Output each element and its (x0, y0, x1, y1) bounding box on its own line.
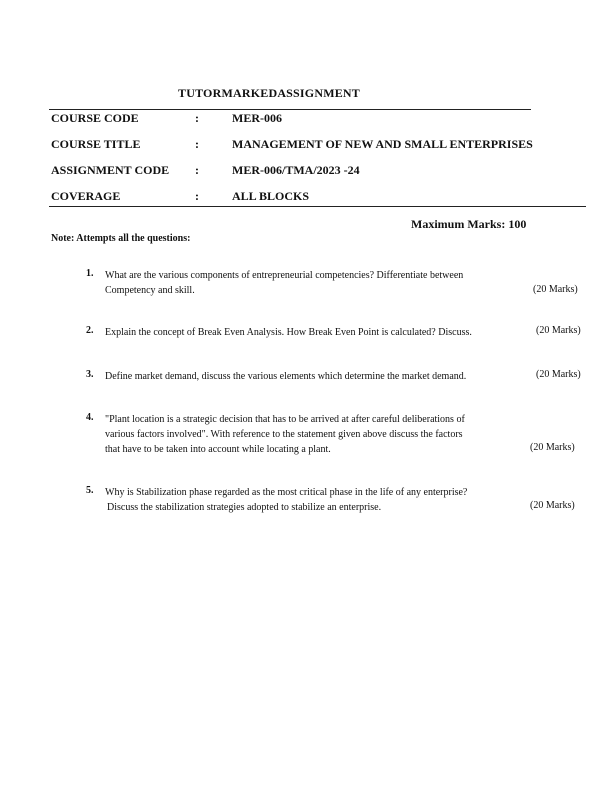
question-marks: (20 Marks) (536, 325, 581, 336)
maximum-marks: Maximum Marks: 100 (411, 217, 527, 231)
question-number: 4. (86, 412, 94, 423)
question-marks: (20 Marks) (530, 442, 575, 453)
course-code-colon: : (195, 111, 199, 125)
header-top-rule (49, 109, 531, 110)
course-title-value: MANAGEMENT OF NEW AND SMALL ENTERPRISES (232, 137, 533, 151)
question-text-line: Define market demand, discuss the various elements which determine the market demand. (105, 371, 467, 382)
coverage-label: COVERAGE (51, 189, 121, 203)
question-text-line: What are the various components of entrepreneurial competencies? Differentiate between (105, 270, 464, 281)
question-marks: (20 Marks) (530, 500, 575, 511)
question-number: 3. (86, 369, 94, 380)
course-code-label: COURSE CODE (51, 111, 139, 125)
header-bottom-rule (49, 206, 586, 207)
assignment-code-colon: : (195, 163, 199, 177)
question-text-line: Discuss the stabilization strategies adopted to stabilize an enterprise. (107, 502, 382, 513)
question-text-line: "Plant location is a strategic decision that has to be arrived at after careful deliberations of (105, 414, 465, 425)
assignment-code-value: MER-006/TMA/2023 -24 (232, 163, 360, 177)
question-number: 5. (86, 485, 94, 496)
question-number: 1. (86, 268, 94, 279)
question-marks: (20 Marks) (533, 284, 578, 295)
coverage-value: ALL BLOCKS (232, 189, 310, 203)
question-number: 2. (86, 325, 94, 336)
instructions-note: Note: Attempts all the questions: (51, 233, 191, 244)
question-text-line: that have to be taken into account while locating a plant. (105, 444, 331, 455)
question-text-line: various factors involved". With reference to the statement given above discuss the factors (105, 429, 463, 440)
question-marks: (20 Marks) (536, 369, 581, 380)
document-title: TUTORMARKEDASSIGNMENT (178, 86, 361, 100)
question-text-line: Why is Stabilization phase regarded as the most critical phase in the life of any enterprise? (105, 487, 468, 498)
course-code-value: MER-006 (232, 111, 282, 125)
course-title-label: COURSE TITLE (51, 137, 141, 151)
course-title-colon: : (195, 137, 199, 151)
question-text-line: Explain the concept of Break Even Analysis. How Break Even Point is calculated? Discuss. (105, 327, 472, 338)
assignment-code-label: ASSIGNMENT CODE (51, 163, 170, 177)
coverage-colon: : (195, 189, 199, 203)
question-text-line: Competency and skill. (105, 285, 195, 296)
